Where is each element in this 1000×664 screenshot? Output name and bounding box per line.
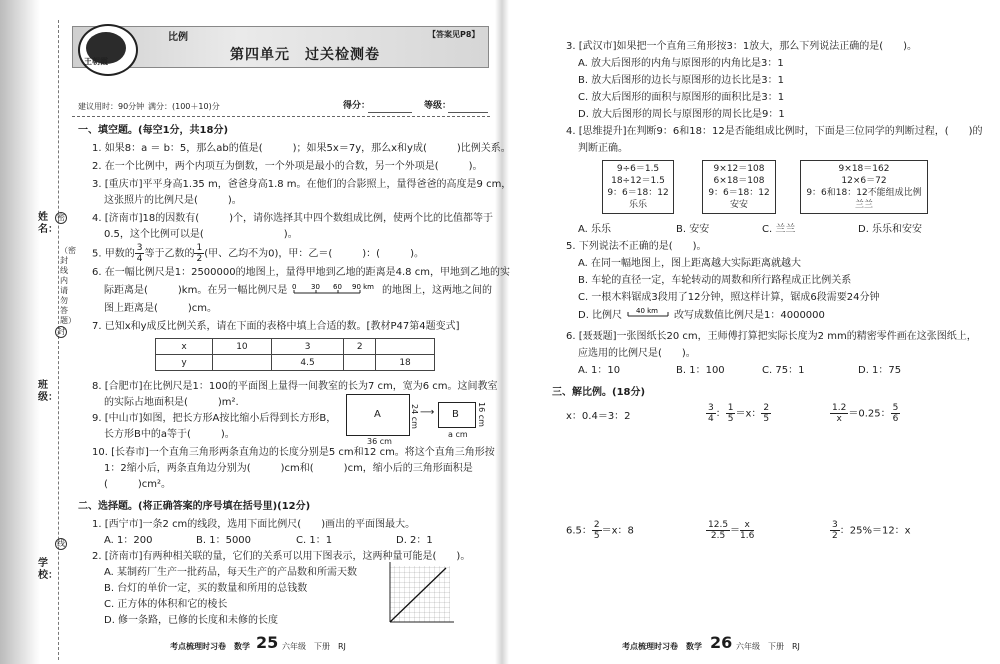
footer-right-page: 26 bbox=[710, 633, 733, 652]
s2-q1: 1. [西宁市]一条2 cm的线段，选用下面比例尺( )画出的平面图最大。 bbox=[92, 519, 416, 530]
header-divider bbox=[72, 116, 490, 117]
r-q6-opt-c[interactable]: C. 75：1 bbox=[762, 365, 805, 376]
suggest-time: 建议用时：90分钟 bbox=[78, 102, 145, 111]
s1-q7: 7. 已知x和y成反比例关系，请在下面的表格中填上合适的数。[教材P47第4题变式] bbox=[92, 321, 460, 332]
table-cell-blank[interactable] bbox=[213, 355, 272, 371]
s2-q2-opt-d[interactable]: D. 修一条路，已修的长度和未修的长度 bbox=[104, 615, 279, 626]
s2-q2: 2. [济南市]有两种相关联的量，它们的关系可以用下图表示，这两种量可能是( )。 bbox=[92, 551, 471, 562]
eq4-frac bbox=[592, 520, 602, 541]
r-q3-opt-c[interactable]: C. 放大后图形的面积与原图形的面积比是3：1 bbox=[578, 92, 785, 103]
r-q6-opt-a[interactable]: A. 1：10 bbox=[578, 365, 621, 376]
q5-scale-label: 40 km bbox=[636, 307, 659, 315]
box3-line3: 9：6和18：12不能组成比例 bbox=[806, 188, 922, 198]
seal-mark-1: 密 bbox=[57, 213, 65, 222]
table-cell-blank[interactable] bbox=[376, 339, 435, 355]
box1-line3: 9：6＝18：12 bbox=[607, 188, 669, 198]
footer-right-grade: 六年级 下册 RJ bbox=[736, 642, 800, 651]
r-q5-opt-d-post: 改写成数值比例尺是1：4000000 bbox=[674, 310, 825, 321]
name-label: 姓名： bbox=[38, 212, 58, 235]
box2-line2: 6×18＝108 bbox=[713, 176, 765, 186]
r-q6-opt-d[interactable]: D. 1：75 bbox=[858, 365, 902, 376]
q5-f2n: 1 bbox=[196, 243, 203, 253]
footer-left-page: 25 bbox=[256, 633, 279, 652]
eq5-f1n: 12.5 bbox=[708, 520, 729, 530]
s1-q4a: 4. [济南市]18的因数有( )个，请你选择其中四个数组成比例，使两个比的比值都等于 bbox=[92, 213, 494, 224]
s1-q6b: 际距离是( )km。在另一幅比例尺是 bbox=[104, 285, 288, 296]
equation-5: $\frac{12.5}{2.5}$ ＝ $\frac{x}{1.6}$ bbox=[708, 520, 755, 541]
r-q4-opt-b[interactable]: B. 安安 bbox=[676, 224, 710, 235]
eq5-f2n: x bbox=[740, 520, 754, 531]
eq5-frac1 bbox=[706, 520, 730, 541]
r-q5-opt-a[interactable]: A. 在同一幅地图上，图上距离越大实际距离就越大 bbox=[578, 258, 802, 269]
grade-blank[interactable] bbox=[448, 112, 488, 113]
rect-B-width: a cm bbox=[448, 430, 468, 439]
eq4-fd: 5 bbox=[593, 531, 600, 541]
r-q4-opt-a[interactable]: A. 乐乐 bbox=[578, 224, 612, 235]
rect-B-label: B bbox=[452, 409, 459, 420]
grade-label: 等级： bbox=[424, 101, 452, 111]
seal-mark-2: 封 bbox=[57, 327, 65, 336]
s1-q2: 2. 在一个比例中，两个内项互为倒数，一个外项是最小的合数，另一个外项是( )。 bbox=[92, 161, 483, 172]
r-q3-opt-d[interactable]: D. 放大后图形的周长与原图形的周长比是9：1 bbox=[578, 109, 785, 120]
s1-q10c: ( )cm²。 bbox=[104, 479, 172, 490]
seal-mark-3: 线 bbox=[57, 539, 65, 548]
s1-q10b: 1：2缩小后，两条直角边分别为( )cm和( )cm，缩小后的三角形面积是 bbox=[104, 463, 473, 474]
eq4-pre: 6.5： bbox=[566, 525, 592, 537]
r-q3-opt-b[interactable]: B. 放大后图形的边长与原图形的边长比是3：1 bbox=[578, 75, 784, 86]
line-scale-figure bbox=[290, 281, 380, 297]
r-q4a: 4. [思维提升]在判断9：6和18：12是否能组成比例时，下面是三位同学的判断过程，( )的 bbox=[566, 126, 983, 137]
box1-name: 乐乐 bbox=[628, 200, 647, 210]
xy-table bbox=[155, 338, 435, 371]
eq5-f1d: 2.5 bbox=[710, 531, 726, 541]
q5-f2d: 2 bbox=[196, 254, 203, 264]
equation-3 bbox=[830, 403, 900, 424]
table-row-y bbox=[156, 355, 435, 371]
rect-B-height: 16 cm bbox=[477, 402, 486, 427]
s2-q2-opt-b[interactable]: B. 台灯的单价一定，买的数量和所用的总钱数 bbox=[104, 583, 308, 594]
r-q4-opt-c[interactable]: C. 兰兰 bbox=[762, 224, 796, 235]
box1-line2: 18÷12＝1.5 bbox=[611, 176, 665, 186]
r-q6b: 应选用的比例尺是( )。 bbox=[578, 348, 696, 359]
eq6-fd: 2 bbox=[832, 531, 838, 541]
q5-post: (甲、乙均不为0)，甲：乙＝( )：( )。 bbox=[204, 248, 424, 260]
q5-pre: 5. 甲数的 bbox=[92, 248, 135, 260]
r-q5: 5. 下列说法不正确的是( )。 bbox=[566, 241, 707, 252]
page-title: 第四单元 过关检测卷 bbox=[230, 47, 380, 63]
table-cell: x bbox=[156, 339, 213, 355]
eq2-f3d: 5 bbox=[763, 414, 770, 424]
s1-q8b: 的实际占地面积是( )m². bbox=[104, 397, 239, 408]
s1-q3a: 3. [重庆市]平平身高1.35 m，爸爸身高1.8 m。在他们的合影照上，量得爸爸的高度是9 cm， bbox=[92, 179, 512, 190]
section2-heading: 二、选择题。(将正确答案的序号填在括号里)(12分) bbox=[78, 501, 311, 512]
eq6-frac bbox=[830, 520, 840, 541]
r-q4-opt-d[interactable]: D. 乐乐和安安 bbox=[858, 224, 923, 235]
footer-right-text: 考点梳理时习卷 数学 bbox=[622, 642, 702, 651]
s1-q1: 1. 如果8：a ＝ b：5，那么ab的值是( )；如果5x＝7y，那么x和y成( )比例关系。 bbox=[92, 143, 511, 154]
s1-q8a: 8. [合肥市]在比例尺是1：100的平面图上量得一间教室的长为7 cm，宽为6 cm。这间教室 bbox=[92, 381, 498, 392]
eq3-frac1 bbox=[830, 403, 848, 424]
footer-left-grade: 六年级 下册 RJ bbox=[282, 642, 346, 651]
eq3-f1n: 1.2 bbox=[832, 403, 847, 413]
box2-name: 安安 bbox=[729, 200, 748, 210]
section3-heading: 三、解比例。(18分) bbox=[552, 387, 646, 398]
s2-q1-opt-b[interactable]: B. 1：5000 bbox=[196, 535, 252, 546]
rect-A-height: 24 cm bbox=[410, 404, 419, 429]
s2-q1-opt-a[interactable]: A. 1：200 bbox=[104, 535, 153, 546]
scale-tick-2: 60 bbox=[333, 283, 342, 291]
eq4-post: ＝x：8 bbox=[601, 525, 634, 537]
box1-line1: 9÷6＝1.5 bbox=[616, 164, 660, 174]
r-q3-opt-a[interactable]: A. 放大后图形的内角与原图形的内角比是3：1 bbox=[578, 58, 784, 69]
logo-text: 王朝霞 bbox=[84, 57, 108, 66]
r-q6-opt-b[interactable]: B. 1：100 bbox=[676, 365, 725, 376]
s1-q9b: 长方形B中的a等于( )。 bbox=[104, 429, 235, 440]
eq3-mid: ＝0.25： bbox=[848, 408, 891, 420]
score-label: 得分： bbox=[343, 101, 371, 111]
eq3-frac2 bbox=[891, 403, 901, 424]
eq5-frac2 bbox=[740, 520, 754, 541]
eq2-f1n: 3 bbox=[708, 403, 714, 413]
r-q5-opt-c[interactable]: C. 一根木料锯成3段用了12分钟，照这样计算，锯成6段需要24分钟 bbox=[578, 292, 880, 303]
table-row-x bbox=[156, 339, 435, 355]
eq6-post: ：25%＝12：x bbox=[839, 525, 911, 537]
table-cell: y bbox=[156, 355, 213, 371]
q5-f1n: 3 bbox=[136, 243, 143, 253]
s2-q1-opt-d[interactable]: D. 2：1 bbox=[396, 535, 433, 546]
eq6-fn: 3 bbox=[832, 520, 838, 530]
answer-ref: 【答案见P8】 bbox=[428, 30, 480, 39]
s1-q6c: 图上距离是( )cm。 bbox=[104, 303, 218, 314]
eq2-f2n: 1 bbox=[727, 403, 734, 413]
brand-logo bbox=[78, 24, 138, 76]
table-cell-blank[interactable] bbox=[344, 355, 376, 371]
scale-tick-1: 30 bbox=[311, 283, 320, 291]
s1-q10a: 10. [长春市]一个直角三角形两条直角边的长度分别是5 cm和12 cm。将这个直角三角形按 bbox=[92, 447, 495, 458]
arrow-icon: ⟶ bbox=[420, 407, 435, 418]
rect-A-label: A bbox=[374, 409, 381, 420]
rect-B bbox=[438, 402, 476, 428]
box3-line2: 12×6＝72 bbox=[841, 176, 887, 186]
eq3-f2d: 6 bbox=[892, 414, 899, 424]
scale-tick-3: 90 km bbox=[352, 283, 375, 291]
s1-q9a: 9. [中山市]如图，把长方形A按比缩小后得到长方形B， bbox=[92, 413, 337, 424]
q5-f1d: 4 bbox=[136, 254, 143, 264]
eq3-f2n: 5 bbox=[892, 403, 899, 413]
r-q5-opt-b[interactable]: B. 车轮的直径一定，车轮转动的周数和所行路程成正比例关系 bbox=[578, 275, 852, 286]
eq2-frac3 bbox=[761, 403, 771, 424]
scale-tick-0: 0 bbox=[292, 283, 297, 291]
q5-scale-figure bbox=[624, 304, 672, 320]
s2-q1-opt-c[interactable]: C. 1：1 bbox=[296, 535, 333, 546]
equation-6 bbox=[830, 520, 911, 541]
eq2-f1d: 4 bbox=[708, 414, 714, 424]
seal-note: （密封线内请勿答题） bbox=[60, 246, 76, 325]
eq2-f3n: 2 bbox=[763, 403, 770, 413]
s1-q5 bbox=[92, 243, 424, 265]
reasoning-box-lele bbox=[602, 160, 674, 214]
box3-name: 兰兰 bbox=[854, 200, 873, 210]
box2-line3: 9：6＝18：12 bbox=[708, 188, 770, 198]
table-cell: 10 bbox=[213, 339, 272, 355]
box2-line1: 9×12＝108 bbox=[713, 164, 765, 174]
relation-graph bbox=[384, 562, 456, 628]
rect-A-width: 36 cm bbox=[367, 437, 392, 446]
footer-left-text: 考点梳理时习卷 数学 bbox=[170, 642, 250, 651]
eq3-f1d: x bbox=[836, 414, 842, 424]
r-q4b: 判断正确。 bbox=[578, 143, 628, 154]
reasoning-box-lanlan bbox=[800, 160, 928, 214]
s1-q6b2: 的地图上，这两地之间的 bbox=[382, 285, 492, 296]
q5-frac1 bbox=[135, 243, 145, 264]
s2-q2-opt-c[interactable]: C. 正方体的体积和它的棱长 bbox=[104, 599, 228, 610]
eq4-fn: 2 bbox=[593, 520, 600, 530]
equation-1: x：0.4＝3：2 bbox=[566, 411, 631, 422]
q5-frac2 bbox=[194, 243, 204, 264]
s1-q6a: 6. 在一幅比例尺是1：2500000的地图上，量得甲地到乙地的距离是4.8 cm，甲地到乙地的实 bbox=[92, 267, 510, 278]
rect-A bbox=[346, 394, 410, 436]
page-edge-shadow bbox=[0, 0, 40, 664]
section1-heading: 一、填空题。(每空1分，共18分) bbox=[78, 125, 229, 136]
reasoning-box-anan bbox=[702, 160, 776, 214]
eq2-frac2 bbox=[726, 403, 736, 424]
equation-2: $\frac{3}{4}$ ： $\frac{1}{5}$ ＝x： $\frac{2}{5}$ bbox=[708, 403, 770, 424]
box3-line1: 9×18＝162 bbox=[838, 164, 890, 174]
unit-label: 比例 bbox=[168, 32, 188, 43]
s1-q3b: 这张照片的比例尺是( )。 bbox=[104, 195, 242, 206]
seal-line bbox=[58, 20, 59, 660]
eq5-f2d: 1.6 bbox=[740, 531, 755, 541]
table-cell: 2 bbox=[344, 339, 376, 355]
school-label: 学校： bbox=[38, 558, 58, 581]
score-blank[interactable] bbox=[368, 112, 412, 113]
table-cell: 18 bbox=[376, 355, 435, 371]
eq2-f2d: 5 bbox=[727, 414, 734, 424]
r-q6a: 6. [聂聂题]一张图纸长20 cm，王师傅打算把实际长度为2 mm的精密零件画在这张图纸上， bbox=[566, 331, 977, 342]
eq2-frac1 bbox=[706, 403, 716, 424]
table-cell: 4.5 bbox=[271, 355, 343, 371]
r-q3: 3. [武汉市]如果把一个直角三角形按3：1放大，那么下列说法正确的是( )。 bbox=[566, 41, 918, 52]
class-label: 班级： bbox=[38, 380, 58, 403]
s1-q4b: 0.5，这个比例可以是( )。 bbox=[104, 229, 298, 240]
equation-4 bbox=[566, 520, 634, 541]
r-q5-opt-d-pre[interactable]: D. 比例尺 bbox=[578, 310, 623, 321]
q5-mid: 等于乙数的 bbox=[144, 248, 195, 260]
table-cell: 3 bbox=[271, 339, 343, 355]
full-score: 满分：(100＋10)分 bbox=[148, 102, 220, 111]
page-gutter bbox=[495, 0, 509, 664]
s2-q2-opt-a[interactable]: A. 某制药厂生产一批药品，每天生产的产品数和所需天数 bbox=[104, 567, 358, 578]
